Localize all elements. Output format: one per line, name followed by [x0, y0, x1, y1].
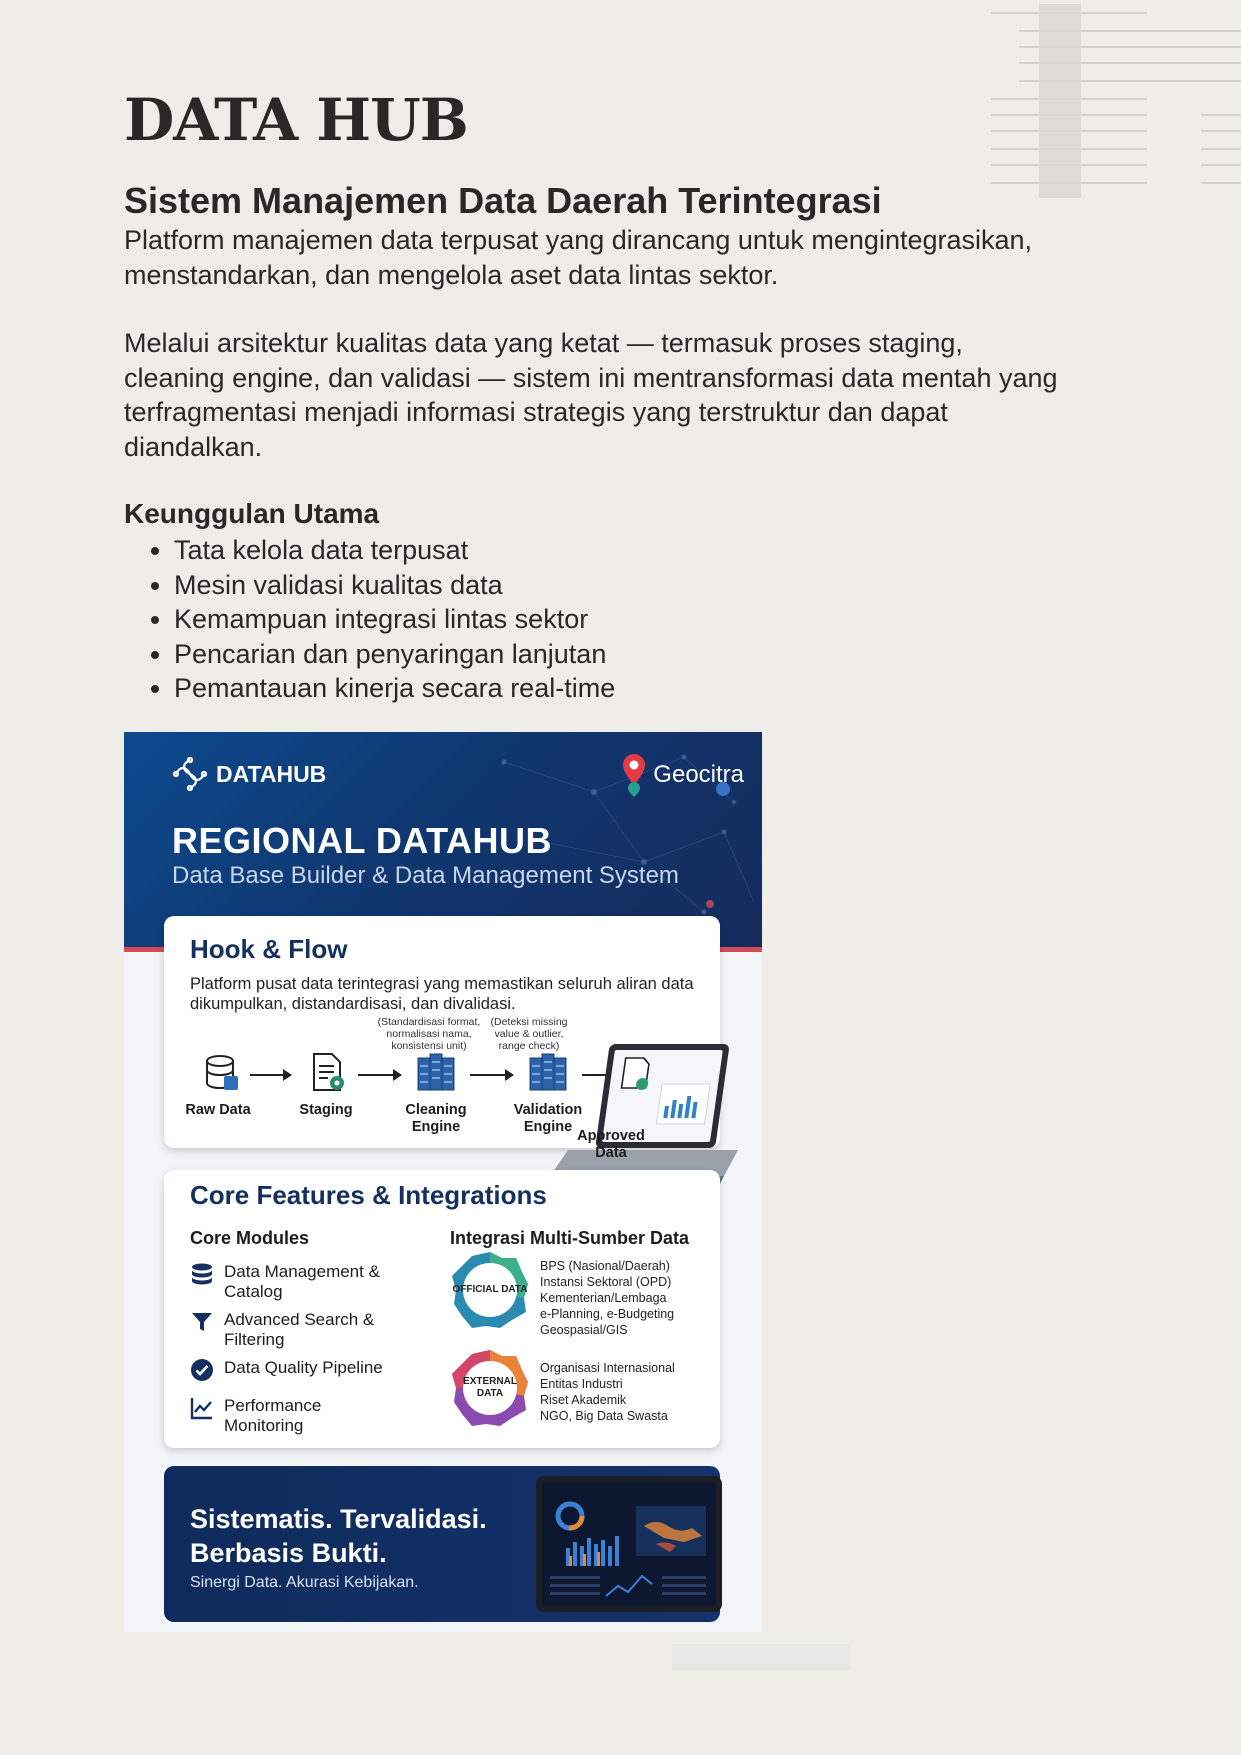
features-list — [124, 533, 615, 706]
list-item: e-Planning, e-Budgeting — [540, 1307, 675, 1321]
page-subtitle: Sistem Manajemen Data Daerah Terintegrasi — [124, 180, 882, 221]
external-data-seal — [450, 1348, 530, 1428]
features-heading: Keunggulan Utama — [124, 498, 380, 529]
list-item: • Mesin validasi kualitas data — [174, 568, 615, 603]
hook-flow-title: Hook & Flow — [190, 934, 348, 964]
step-staging: Staging — [299, 1102, 353, 1118]
banner-line-2: Berbasis Bukti. — [190, 1538, 387, 1568]
filter-icon — [190, 1310, 214, 1334]
intro-paragraph: Platform manajemen data terpusat yang dirancang untuk mengintegrasikan, menstandarkan, dan mengelola aset data lintas sektor. — [124, 225, 1033, 290]
list-item: BPS (Nasional/Daerah) — [540, 1259, 670, 1273]
step-approved-data: Approved Data — [577, 1128, 645, 1161]
core-features-card — [164, 1170, 720, 1448]
module-data-management — [190, 1262, 400, 1302]
datahub-brand — [172, 756, 326, 792]
brand-name: DATAHUB — [216, 760, 327, 787]
tagline-banner — [164, 1466, 720, 1622]
step-validation-engine: Validation Engine — [513, 1102, 583, 1135]
database-icon — [204, 1054, 240, 1092]
module-data-quality — [190, 1358, 400, 1382]
list-item: • Tata kelola data terpusat — [174, 533, 615, 568]
flow-arrow — [250, 1074, 290, 1076]
poster-subtitle: Data Base Builder & Data Management System — [172, 862, 679, 889]
flow-arrow — [470, 1074, 512, 1076]
module-performance-monitoring — [190, 1396, 400, 1436]
cleaning-note: (Standardisasi format, normalisasi nama, konsistensi unit) — [377, 1016, 481, 1052]
module-label: Data Quality Pipeline — [224, 1358, 383, 1377]
step-raw-data: Raw Data — [185, 1102, 251, 1118]
hook-flow-description: Platform pusat data terintegrasi yang memastikan seluruh aliran data dikumpulkan, distandardisasi, dan divalidasi. — [190, 975, 694, 1013]
module-label: Data Management & Catalog — [224, 1262, 380, 1301]
document-gear-icon — [310, 1052, 346, 1092]
faint-placeholder-box — [672, 1644, 850, 1670]
poster-title: REGIONAL DATAHUB — [172, 820, 552, 861]
list-item: • Pencarian dan penyaringan lanjutan — [174, 637, 615, 672]
dashboard-tablet-image — [536, 1476, 722, 1612]
server-icon — [414, 1050, 458, 1094]
step-cleaning-engine: Cleaning Engine — [405, 1102, 467, 1135]
list-item: Riset Akademik — [540, 1393, 627, 1407]
map-pin-icon — [621, 752, 647, 798]
list-item: • Pemantauan kinerja secara real-time — [174, 671, 615, 706]
geocitra-brand — [621, 752, 744, 798]
line-chart-icon — [190, 1396, 214, 1420]
list-item: NGO, Big Data Swasta — [540, 1409, 668, 1423]
external-label: EXTERNAL DATA — [463, 1376, 517, 1399]
module-label: Performance Monitoring — [224, 1396, 322, 1435]
datahub-logo-icon — [172, 756, 208, 792]
module-advanced-search — [190, 1310, 400, 1350]
list-item: • Kemampuan integrasi lintas sektor — [174, 602, 615, 637]
architecture-paragraph: Melalui arsitektur kualitas data yang ketat — termasuk proses staging, cleaning engine, dan validasi — sistem ini mentransformasi data mentah yang terfragmentasi menjadi informasi strategis yang terstruktur dan dapat diandalkan. — [124, 328, 1058, 462]
partner-name: Geocitra — [653, 761, 744, 788]
datahub-poster — [124, 732, 762, 1632]
external-sources — [540, 1360, 675, 1424]
banner-headline — [190, 1502, 487, 1570]
flow-arrow — [358, 1074, 400, 1076]
database-icon — [190, 1262, 214, 1286]
module-label: Advanced Search & Filtering — [224, 1310, 375, 1349]
list-item: Kementerian/Lembaga — [540, 1291, 667, 1305]
core-features-title: Core Features & Integrations — [190, 1180, 547, 1210]
validation-note: (Deteksi missing value & outlier, range check) — [490, 1016, 568, 1052]
core-modules-heading: Core Modules — [190, 1228, 310, 1248]
page-title: DATA HUB — [124, 86, 468, 154]
list-item: Entitas Industri — [540, 1377, 623, 1391]
official-sources — [540, 1258, 674, 1338]
banner-tagline: Sinergi Data. Akurasi Kebijakan. — [190, 1574, 419, 1591]
decorative-stripes — [991, 0, 1241, 200]
official-data-seal — [450, 1250, 530, 1330]
list-item: Instansi Sektoral (OPD) — [540, 1275, 672, 1289]
check-circle-icon — [190, 1358, 214, 1382]
list-item: Organisasi Internasional — [540, 1361, 675, 1375]
banner-line-1: Sistematis. Tervalidasi. — [190, 1504, 487, 1534]
list-item: Geospasial/GIS — [540, 1323, 628, 1337]
official-label: OFFICIAL DATA — [452, 1284, 528, 1295]
integration-heading: Integrasi Multi-Sumber Data — [450, 1228, 690, 1248]
